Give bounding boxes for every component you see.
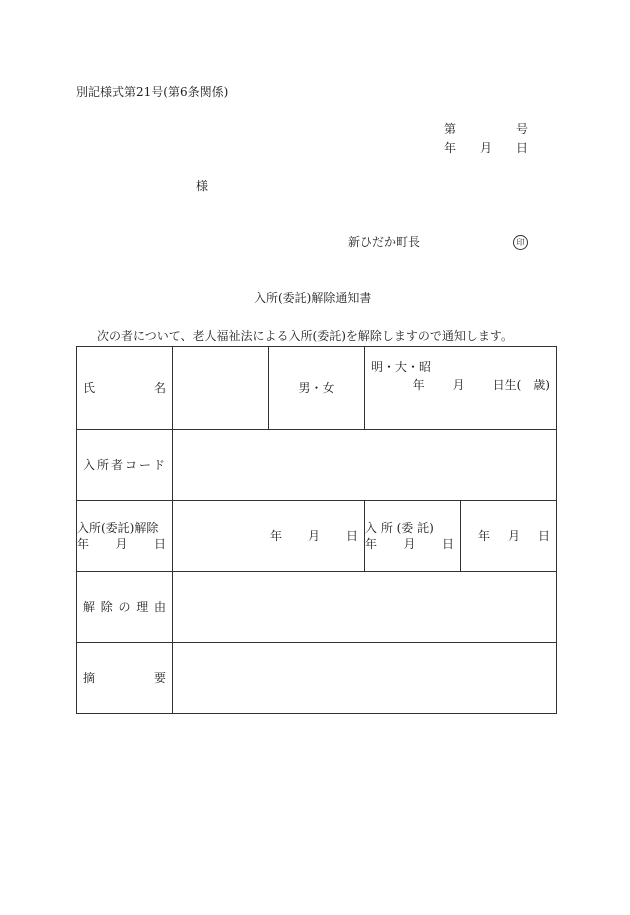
admission-label-line1: 入 所 (委 託) [365,521,434,535]
admission-month: 月 [507,529,520,543]
gender-cell[interactable] [269,347,365,430]
reason-label [77,572,173,643]
release-year: 年 [269,529,282,543]
admission-day: 日 [537,529,550,543]
date-day: 日 [516,141,529,155]
release-date-label [77,501,173,572]
birthdate-cell[interactable] [365,347,557,430]
row-resident-code [77,430,557,501]
release-label-day: 日 [153,537,166,551]
release-date-value[interactable] [173,501,365,572]
birth-year: 年 [412,378,425,392]
birth-month: 月 [452,378,465,392]
summary-value[interactable] [173,643,557,714]
number-label-dai: 第 [444,122,457,136]
row-reason [77,572,557,643]
summary-label-left: 摘 [83,671,96,685]
reason-label-char: 除 [100,600,113,614]
name-label-cell [77,347,173,430]
admission-date-label [365,501,461,572]
seal-mark: 印 [513,235,528,250]
release-label-year: 年 [77,537,90,551]
summary-label [77,643,173,714]
document-title: 入所(委託)解除通知書 [254,291,372,305]
intro-text: 次の者について、老人福祉法による入所(委託)を解除しますので通知します。 [97,329,513,343]
reason-label-char: 理 [136,600,149,614]
name-label-left: 氏 [83,381,96,395]
admission-label-month: 月 [403,537,416,551]
form-table [76,346,557,714]
form-number: 別記様式第21号(第6条関係) [76,85,229,99]
reason-label-char: 由 [153,600,166,614]
name-label-right: 名 [153,381,166,395]
reason-value[interactable] [173,572,557,643]
gender-text: 男・女 [298,381,335,395]
admission-date-value[interactable] [461,501,557,572]
resident-code-value[interactable] [173,430,557,501]
reason-label-char: の [118,600,131,614]
admission-year: 年 [477,529,490,543]
release-day: 日 [345,529,358,543]
summary-label-right: 要 [153,671,166,685]
era-text: 明・大・昭 [371,360,432,374]
number-label-go: 号 [516,122,529,136]
addressee-suffix: 様 [196,179,209,193]
date-year: 年 [444,141,457,155]
resident-code-label: 入所者コード [77,430,173,501]
row-summary [77,643,557,714]
release-date-label-line1: 入所(委託)解除 [77,521,159,535]
date-month: 月 [480,141,493,155]
name-value-cell[interactable] [173,347,269,430]
admission-label-year: 年 [365,537,378,551]
admission-label-day: 日 [441,537,454,551]
reason-label-char: 解 [83,600,96,614]
birth-day: 日生( 歳) [492,378,550,392]
release-month: 月 [307,529,320,543]
row-name [77,347,557,430]
issuer-name: 新ひだか町長 [348,235,421,249]
release-label-month: 月 [115,537,128,551]
row-dates [77,501,557,572]
